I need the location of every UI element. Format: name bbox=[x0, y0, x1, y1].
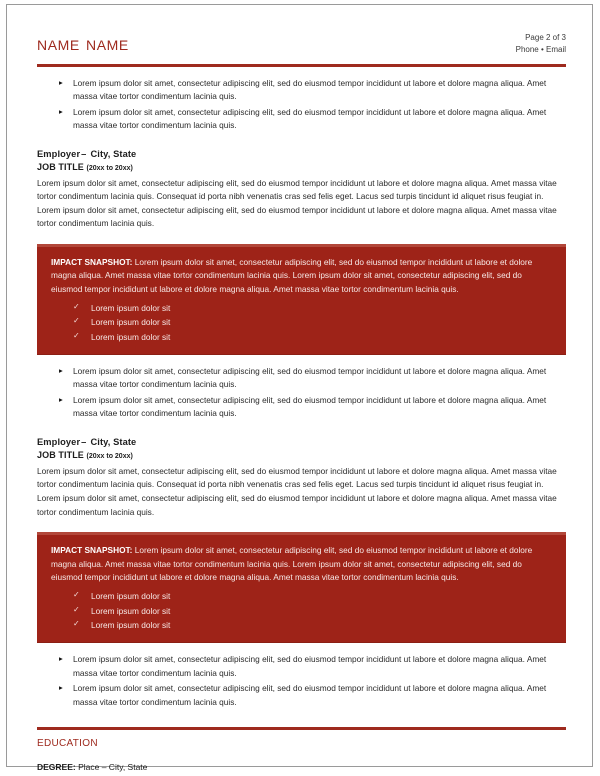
page-title: name name bbox=[37, 33, 129, 55]
job-title: JOB TITLE bbox=[37, 161, 84, 172]
check-icon: ✓ bbox=[73, 618, 80, 628]
job-dates: (20xx to 20xx) bbox=[86, 164, 133, 172]
check-icon: ✓ bbox=[73, 590, 80, 600]
list-item bbox=[51, 330, 552, 344]
document-header bbox=[37, 29, 566, 57]
job-title: JOB TITLE bbox=[37, 449, 84, 460]
job-dates: (20xx to 20xx) bbox=[86, 452, 133, 460]
resume-page bbox=[6, 4, 593, 772]
list-item-text: Lorem ipsum dolor sit amet, consectetur adipiscing elit, sed do eiusmod tempor incididunt ut labore et dolore magna aliqua. Amet massa vitae tortor condimentum lacinia quis. bbox=[73, 654, 547, 678]
top-bullet-list bbox=[37, 77, 566, 133]
list-item bbox=[37, 394, 566, 421]
list-item-text: Lorem ipsum dolor sit bbox=[91, 317, 171, 328]
experience-bullet-list bbox=[37, 365, 566, 421]
employer-dash: – bbox=[81, 436, 87, 447]
check-icon: ✓ bbox=[73, 302, 80, 312]
triangle-bullet-icon: ▸ bbox=[59, 394, 63, 404]
impact-snapshot-label: IMPACT SNAPSHOT: bbox=[51, 256, 133, 267]
list-item bbox=[37, 106, 566, 133]
job-title-heading bbox=[37, 450, 566, 460]
employer-name: Employer bbox=[37, 436, 81, 447]
degree-value: Place – City, State bbox=[75, 762, 148, 772]
education-divider bbox=[37, 727, 566, 730]
contact-line: Phone • Email bbox=[515, 45, 566, 55]
check-icon: ✓ bbox=[73, 604, 80, 614]
impact-snapshot-text bbox=[51, 544, 552, 584]
list-item bbox=[51, 618, 552, 632]
list-item-text: Lorem ipsum dolor sit bbox=[91, 591, 171, 602]
list-item-text: Lorem ipsum dolor sit amet, consectetur adipiscing elit, sed do eiusmod tempor incididunt ut labore et dolore magna aliqua. Amet massa vitae tortor condimentum lacinia quis. bbox=[73, 394, 547, 419]
experience-bullet-list bbox=[37, 653, 566, 709]
check-icon: ✓ bbox=[73, 316, 80, 326]
impact-snapshot-body: Lorem ipsum dolor sit amet, consectetur adipiscing elit, sed do eiusmod tempor incididunt ut labore et dolore magna aliqua. Amet massa vitae tortor condimentum lacinia quis. Lorem ipsum dolor sit amet, consectetur adipiscing elit, sed do eiusmod tempor incididunt ut labore et dolore magna aliqua. Amet massa vitae tortor condimentum lacinia quis. bbox=[51, 545, 533, 583]
list-item bbox=[37, 77, 566, 104]
triangle-bullet-icon: ▸ bbox=[59, 106, 63, 116]
list-item-text: Lorem ipsum dolor sit bbox=[91, 605, 171, 616]
job-title-heading bbox=[37, 162, 566, 172]
list-item-text: Lorem ipsum dolor sit bbox=[91, 331, 171, 342]
list-item-text: Lorem ipsum dolor sit amet, consectetur adipiscing elit, sed do eiusmod tempor incididunt ut labore et dolore magna aliqua. Amet massa vitae tortor condimentum lacinia quis. bbox=[73, 106, 547, 131]
list-item bbox=[51, 301, 552, 315]
job-summary-paragraph: Lorem ipsum dolor sit amet, consectetur adipiscing elit, sed do eiusmod tempor incididunt ut labore et dolore magna aliqua. Amet massa vitae tortor condimentum lacinia quis. Consequat id porta nibh venenatis cras sed felis eget. Lacus sed turpis tincidunt id aliquet risus feugiat in. Lorem ipsum dolor sit amet, consectetur adipiscing elit, sed do eiusmod tempor incididunt ut labore et dolore magna aliqua. Amet massa vitae tortor condimentum lacinia quis. bbox=[37, 177, 557, 229]
impact-check-list bbox=[51, 589, 552, 632]
employer-location: City, State bbox=[90, 148, 137, 159]
employer-location: City, State bbox=[90, 436, 137, 447]
degree-label: DEGREE: bbox=[37, 762, 76, 772]
check-icon: ✓ bbox=[73, 330, 80, 340]
page-indicator: Page 2 of 3 bbox=[525, 33, 566, 42]
list-item-text: Lorem ipsum dolor sit amet, consectetur adipiscing elit, sed do eiusmod tempor incididunt ut labore et dolore magna aliqua. Amet massa vitae tortor condimentum lacinia quis. bbox=[73, 366, 547, 390]
impact-snapshot-label: IMPACT SNAPSHOT: bbox=[51, 545, 133, 556]
employer-heading bbox=[37, 149, 566, 159]
header-divider bbox=[37, 64, 566, 67]
impact-snapshot-body: Lorem ipsum dolor sit amet, consectetur adipiscing elit, sed do eiusmod tempor incididunt ut labore et dolore magna aliqua. Amet massa vitae tortor condimentum lacinia quis. Lorem ipsum dolor sit amet, consectetur adipiscing elit, sed do eiusmod tempor incididunt ut labore et dolore magna aliqua. Amet massa vitae tortor condimentum lacinia quis. bbox=[51, 256, 533, 294]
list-item-text: Lorem ipsum dolor sit bbox=[91, 303, 171, 314]
list-item-text: Lorem ipsum dolor sit amet, consectetur adipiscing elit, sed do eiusmod tempor incididunt ut labore et dolore magna aliqua. Amet massa vitae tortor condimentum lacinia quis. bbox=[73, 77, 547, 102]
list-item bbox=[51, 315, 552, 329]
list-item-text: Lorem ipsum dolor sit bbox=[91, 619, 171, 630]
triangle-bullet-icon: ▸ bbox=[59, 683, 63, 693]
impact-snapshot-box bbox=[37, 244, 566, 355]
list-item bbox=[37, 682, 566, 709]
impact-snapshot-text bbox=[51, 256, 552, 296]
triangle-bullet-icon: ▸ bbox=[59, 77, 63, 87]
employer-dash: – bbox=[81, 148, 87, 159]
list-item bbox=[51, 589, 552, 603]
triangle-bullet-icon: ▸ bbox=[59, 366, 63, 376]
degree-entry bbox=[37, 762, 566, 772]
impact-check-list bbox=[51, 301, 552, 344]
list-item bbox=[51, 604, 552, 618]
list-item-text: Lorem ipsum dolor sit amet, consectetur adipiscing elit, sed do eiusmod tempor incididunt ut labore et dolore magna aliqua. Amet massa vitae tortor condimentum lacinia quis. bbox=[73, 683, 547, 707]
list-item bbox=[37, 653, 566, 680]
job-summary-paragraph: Lorem ipsum dolor sit amet, consectetur adipiscing elit, sed do eiusmod tempor incididunt ut labore et dolore magna aliqua. Amet massa vitae tortor condimentum lacinia quis. Consequat id porta nibh venenatis cras sed felis eget. Lacus sed turpis tincidunt id aliquet risus feugiat in. Lorem ipsum dolor sit amet, consectetur adipiscing elit, sed do eiusmod tempor incididunt ut labore et dolore magna aliqua. Amet massa vitae tortor condimentum lacinia quis. bbox=[37, 465, 557, 517]
employer-heading bbox=[37, 437, 566, 447]
triangle-bullet-icon: ▸ bbox=[59, 654, 63, 664]
page-content bbox=[7, 5, 592, 772]
section-heading-education: EDUCATION bbox=[37, 738, 98, 749]
impact-snapshot-box bbox=[37, 532, 566, 643]
employer-name: Employer bbox=[37, 148, 81, 159]
list-item bbox=[37, 365, 566, 392]
header-meta bbox=[516, 29, 566, 57]
